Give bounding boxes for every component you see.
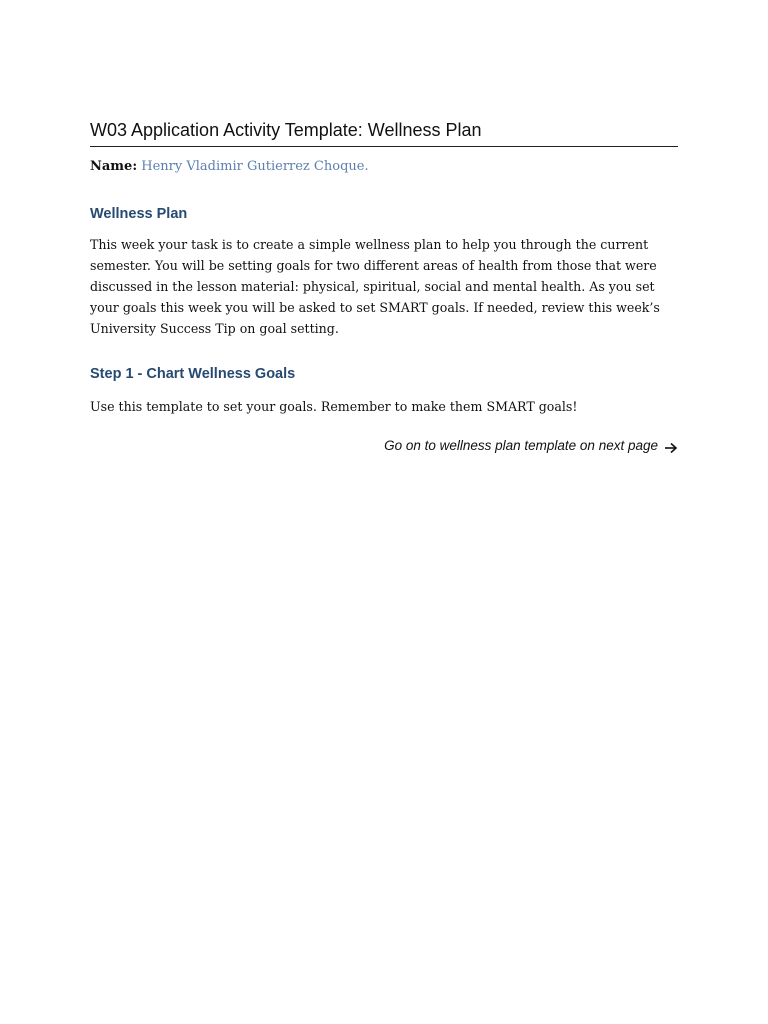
- next-page-note: [384, 436, 678, 456]
- name-line: [90, 157, 369, 177]
- step-1-paragraph: Use this template to set your goals. Remember to make them SMART goals!: [90, 399, 578, 414]
- name-value: Henry Vladimir Gutierrez Choque.: [141, 159, 369, 174]
- arrow-right-icon: [664, 440, 678, 452]
- section-heading-wellness-plan: Wellness Plan: [90, 206, 188, 222]
- document-title: W03 Application Activity Template: Wellness Plan: [90, 118, 678, 147]
- name-label: Name:: [90, 159, 138, 174]
- wellness-plan-paragraph: This week your task is to create a simple wellness plan to help you through the current semester. You will be setting goals for two different areas of health from those that were discussed in the lesson material: physical, spiritual, social and mental health. As you set your goals this week you will be asked to set SMART goals. If needed, review this week’s University Success Tip on goal setting.: [90, 237, 660, 336]
- next-page-text: Go on to wellness plan template on next page: [384, 438, 658, 453]
- section-heading-step-1: Step 1 - Chart Wellness Goals: [90, 366, 296, 382]
